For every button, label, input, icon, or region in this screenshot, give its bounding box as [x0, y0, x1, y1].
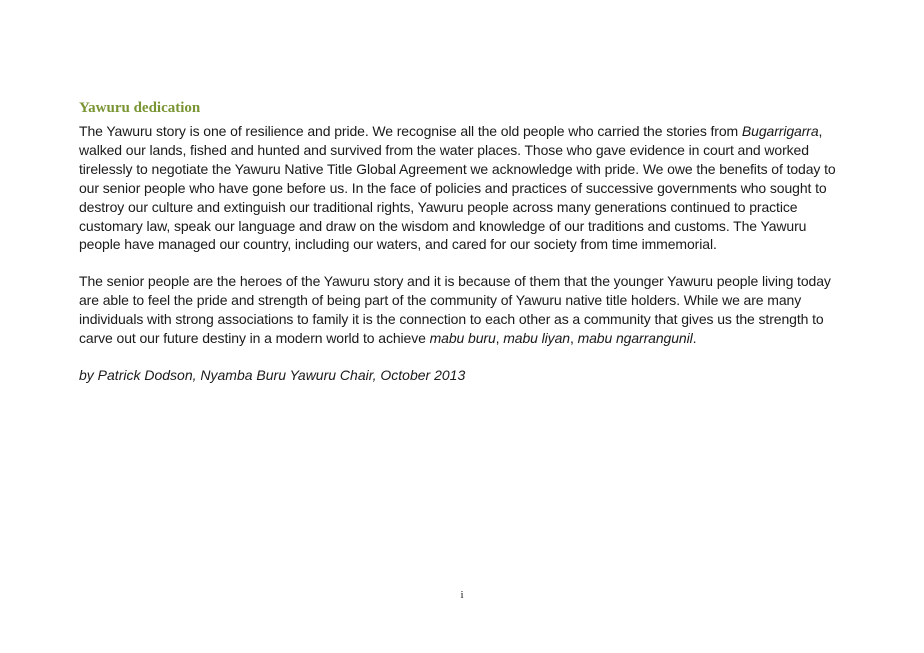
- paragraph-2: [79, 272, 849, 348]
- byline: by Patrick Dodson, Nyamba Buru Yawuru Chair, October 2013: [79, 366, 466, 383]
- paragraph-1: [79, 122, 849, 254]
- page-number: i: [460, 589, 464, 601]
- paragraph-1-italic-bugarrigarra: Bugarrigarra: [741, 123, 819, 139]
- paragraph-1-text-b: , walked our lands, fished and hunted and survived from the water places. Those who gave evidence in court and worked tirelessly to negotiate the Yawuru Native Title Global Agreement we acknowledge with pride. We owe the benefits of today to our senior people who have gone before us. In the face of policies and practices of successive governments who sought to destroy our culture and extinguish our traditional rights, Yawuru people across many generations continued to practice customary law, speak our language and draw on the wisdom and knowledge of our traditions and customs. The Yawuru people have managed our country, including our waters, and cared for our society from time immemorial.: [79, 123, 836, 253]
- paragraph-2-text-a: The senior people are the heroes of the Yawuru story and it is because of them that the younger Yawuru people living today are able to feel the pride and strength of being part of the community of Yawuru native title holders. While we are many individuals with strong associations to family it is the connection to each other as a community that gives us the strength to carve out our future destiny in a modern world to achieve: [79, 273, 831, 347]
- paragraph-2-sep-2: ,: [569, 330, 578, 347]
- paragraph-2-italic-mabu-buru: mabu buru: [429, 330, 496, 347]
- paragraph-2-end: .: [692, 330, 697, 347]
- section-heading: Yawuru dedication: [79, 100, 201, 116]
- paragraph-2-italic-mabu-liyan: mabu liyan: [503, 330, 570, 347]
- document-content: [79, 99, 849, 385]
- paragraph-2-sep-1: ,: [495, 330, 504, 347]
- paragraph-1-text-a: The Yawuru story is one of resilience and pride. We recognise all the old people who carried the stories from: [79, 123, 742, 139]
- paragraph-2-italic-mabu-ngarrangunil: mabu ngarrangunil: [577, 330, 693, 347]
